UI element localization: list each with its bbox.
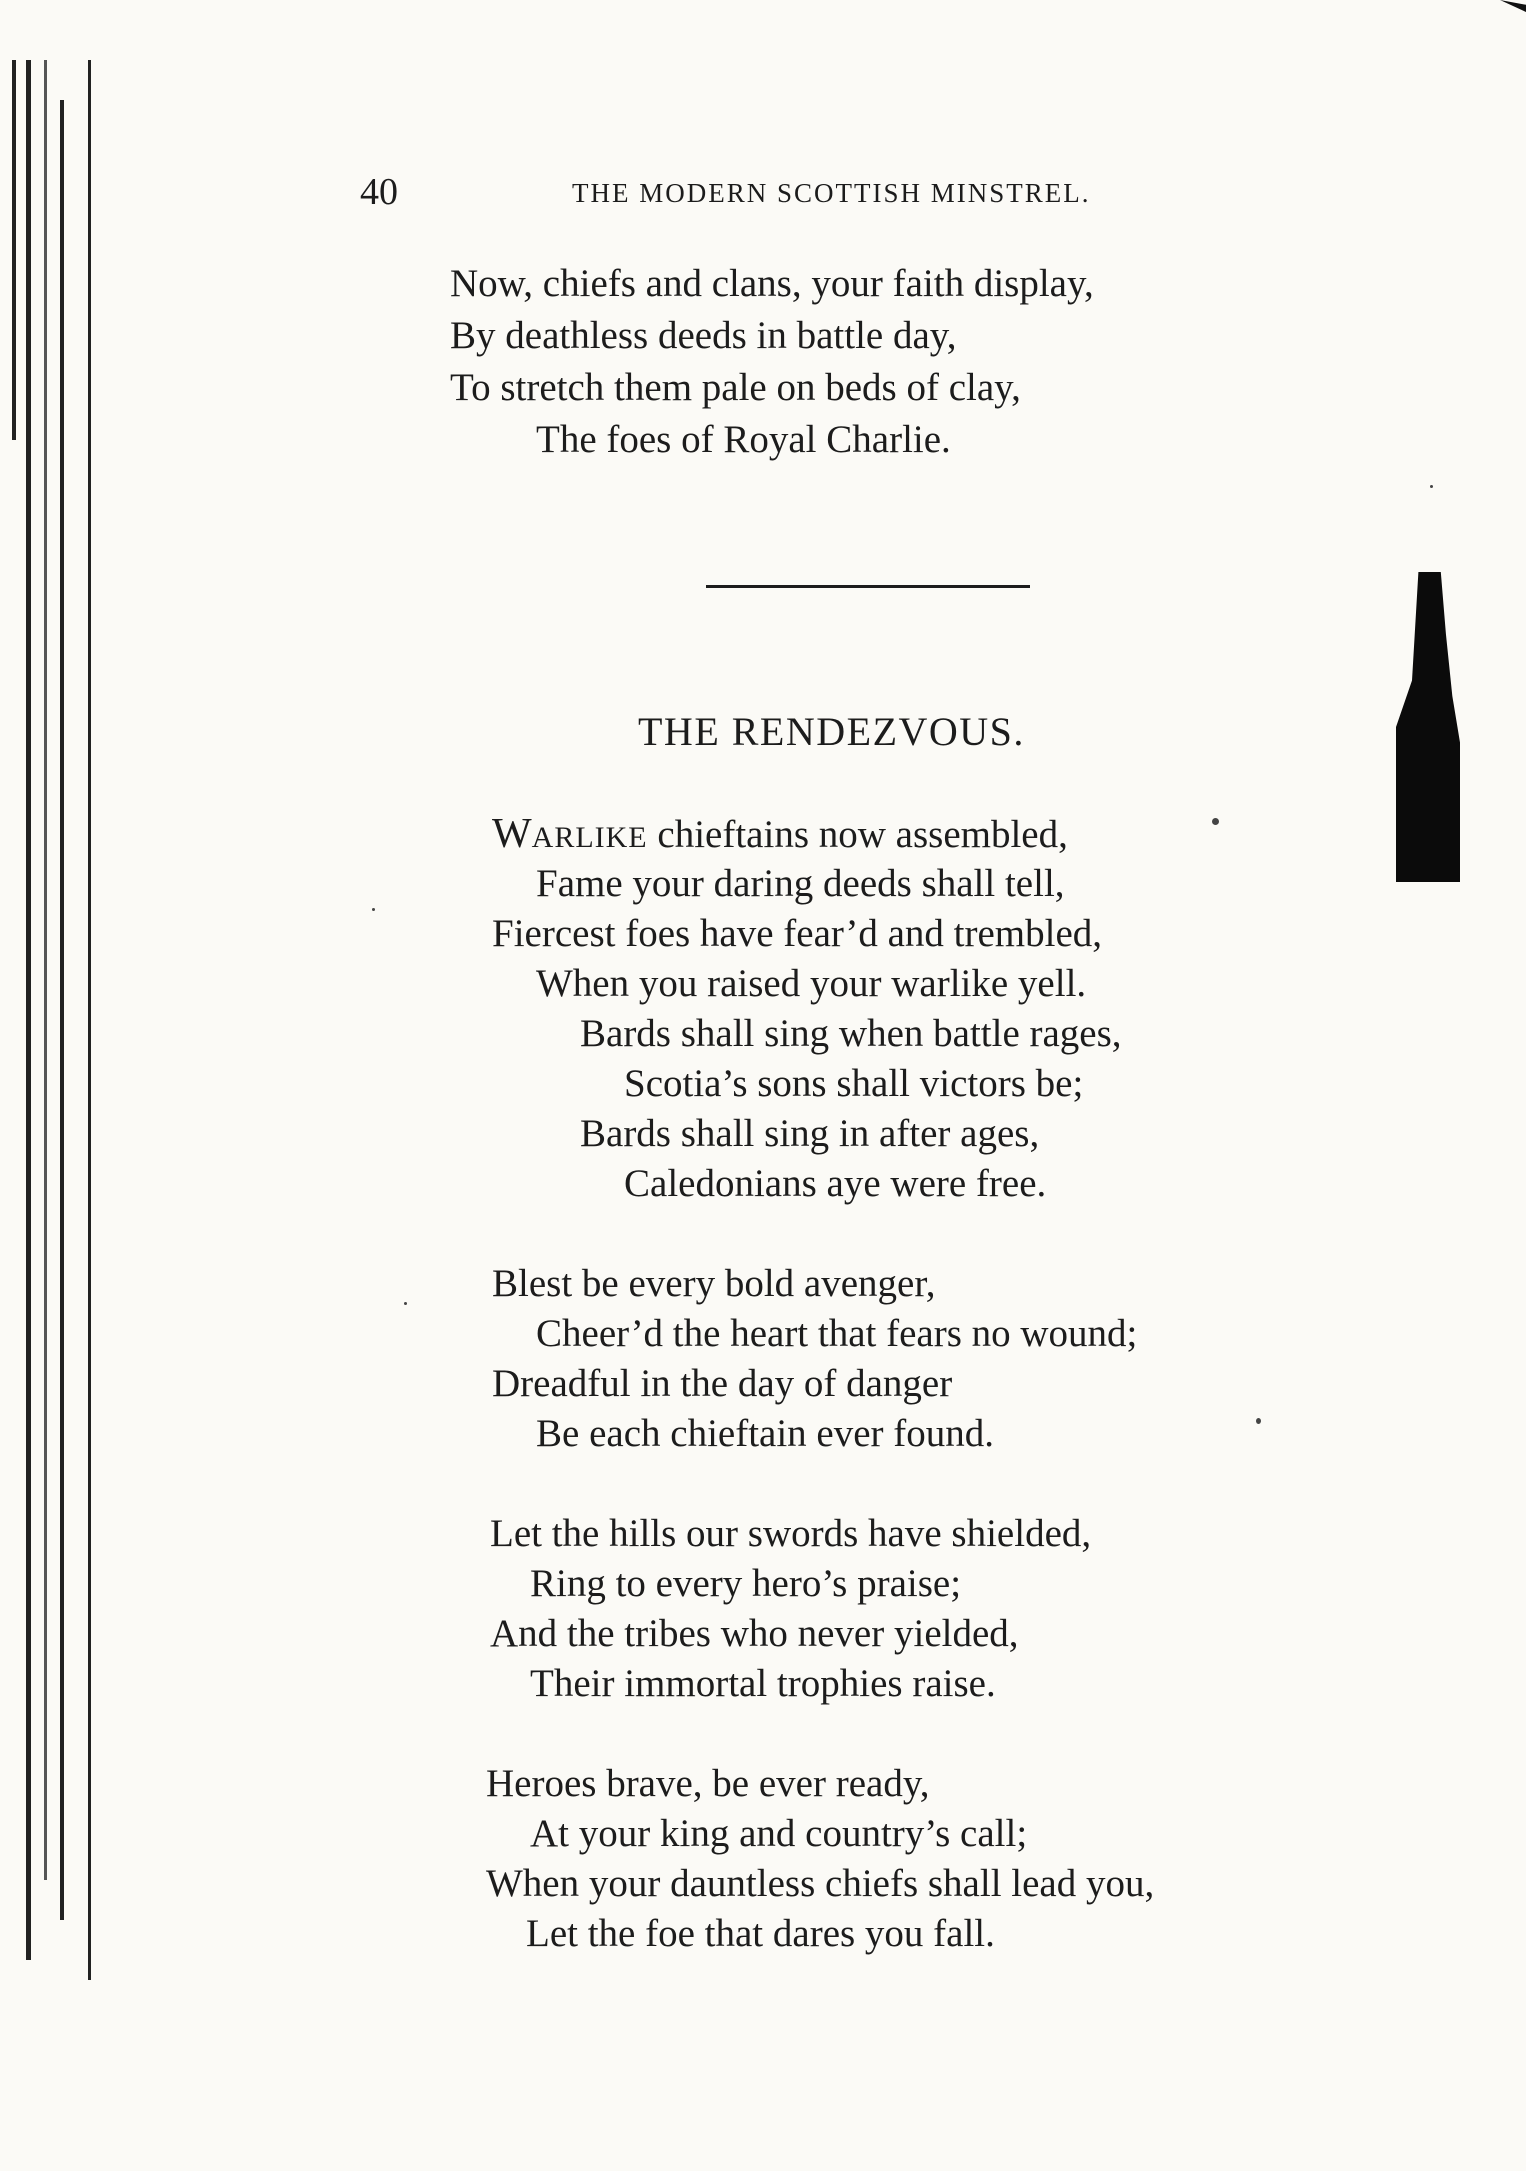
verse-line-first: [492, 810, 1068, 862]
small-caps-word: ARLIKE: [531, 821, 648, 854]
first-line-rest: chieftains now assembled,: [647, 813, 1068, 856]
verse-line: And the tribes who never yielded,: [490, 1612, 1019, 1655]
ink-speck: [404, 1302, 407, 1305]
page-number: 40: [360, 171, 398, 213]
verse-line: When your dauntless chiefs shall lead you,: [486, 1862, 1155, 1905]
verse-line: Blest be every bold avenger,: [492, 1262, 936, 1305]
running-header: [360, 170, 1180, 214]
running-title: THE MODERN SCOTTISH MINSTREL.: [572, 178, 1091, 208]
verse-line: Dreadful in the day of danger: [492, 1362, 953, 1405]
verse-line: Now, chiefs and clans, your faith display,: [450, 262, 1094, 305]
ink-speck: [372, 908, 375, 911]
initial-letter: W: [492, 811, 532, 857]
verse-line: Scotia’s sons shall victors be;: [624, 1062, 1084, 1105]
binding-gutter: [0, 60, 100, 1980]
poem-title: THE RENDEZVOUS.: [638, 709, 1025, 754]
verse-line: The foes of Royal Charlie.: [536, 418, 951, 461]
ink-speck: [1256, 1418, 1261, 1424]
verse-line: To stretch them pale on beds of clay,: [450, 366, 1021, 409]
verse-line: Cheer’d the heart that fears no wound;: [536, 1312, 1138, 1355]
verse-line: Be each chieftain ever found.: [536, 1412, 995, 1455]
verse-line: Caledonians aye were free.: [624, 1162, 1047, 1205]
verse-line: Ring to every hero’s praise;: [530, 1562, 962, 1605]
verse-line: By deathless deeds in battle day,: [450, 314, 957, 357]
ink-speck: [1212, 818, 1219, 825]
verse-line: Heroes brave, be ever ready,: [486, 1762, 930, 1805]
verse-line: At your king and country’s call;: [530, 1812, 1028, 1855]
verse-line: Let the foe that dares you fall.: [526, 1912, 995, 1955]
verse-line: When you raised your warlike yell.: [536, 962, 1087, 1005]
verse-line: Bards shall sing when battle rages,: [580, 1012, 1122, 1055]
verse-line: Fiercest foes have fear’d and trembled,: [492, 912, 1103, 955]
corner-mark: [1500, 0, 1526, 12]
verse-line: Bards shall sing in after ages,: [580, 1112, 1040, 1155]
edge-ink-blot: [1396, 572, 1460, 882]
verse-line: Fame your daring deeds shall tell,: [536, 862, 1065, 905]
verse-line: Let the hills our swords have shielded,: [490, 1512, 1092, 1555]
ink-speck: [1430, 485, 1433, 488]
verse-line: Their immortal trophies raise.: [530, 1662, 996, 1705]
section-divider: [706, 585, 1030, 588]
